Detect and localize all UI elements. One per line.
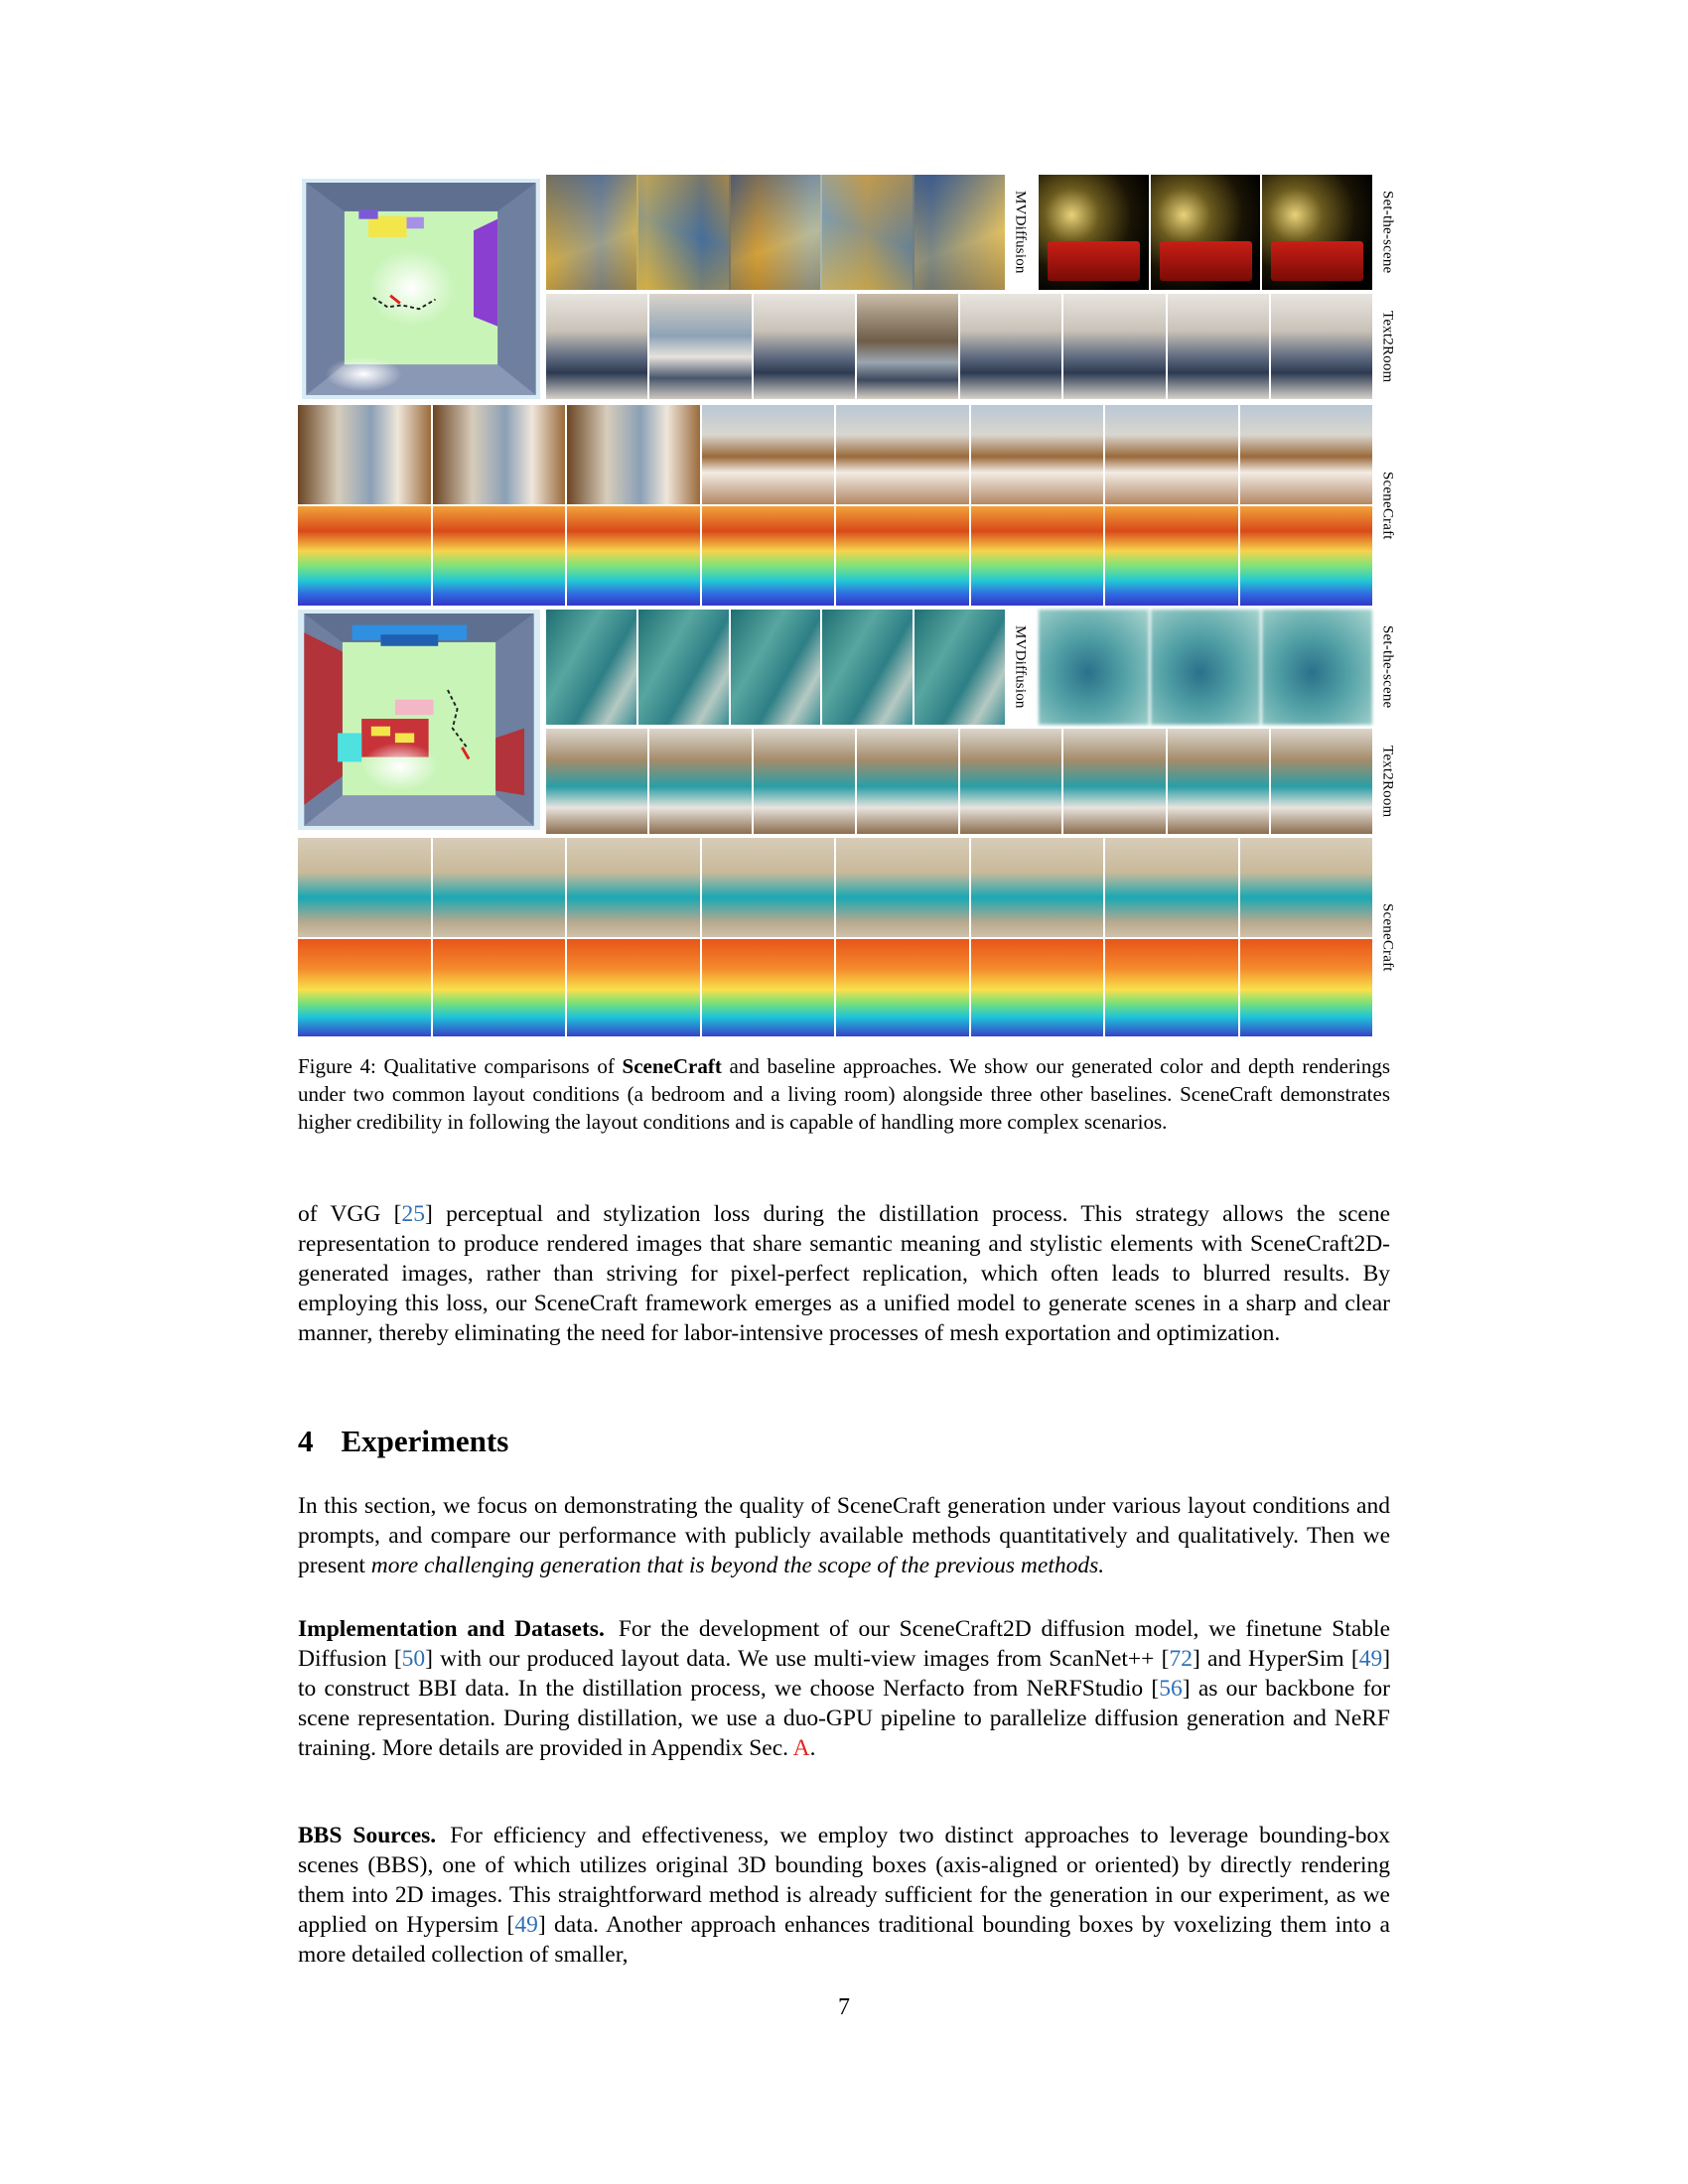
label-text2room-2: Text2Room — [1379, 745, 1396, 818]
label-text2room-1: Text2Room — [1379, 310, 1396, 383]
caption-bold: SceneCraft — [622, 1054, 722, 1078]
figure-4 — [298, 175, 1396, 1038]
paragraph-distillation: of VGG [25] perceptual and stylization loss during the distillation process. This strategy allows the scene representation to produce rendered images that share semantic meaning and stylistic elements with SceneCraft2D-generated images, rather than striving for pixel-perfect replication, which often leads to blurred results. By employing this loss, our SceneCraft framework emerges as a unified model to generate scenes in a sharp and clear manner, thereby eliminating the need for labor-intensive processes of mesh exportation and optimization. — [298, 1201, 1391, 1346]
citation-link[interactable]: 50 — [401, 1646, 426, 1672]
figure-caption — [298, 1052, 1390, 1136]
bedroom-scenecraft-color-strip — [298, 405, 1372, 504]
bedroom-text2room-strip — [546, 294, 1372, 399]
livingroom-text2room-strip — [546, 729, 1372, 834]
appendix-link[interactable]: A — [792, 1735, 810, 1761]
bedroom-scenecraft-depth-strip — [298, 506, 1372, 606]
label-set-the-scene-1: Set-the-scene — [1379, 191, 1396, 274]
citation-link[interactable]: 25 — [401, 1201, 426, 1227]
italic-emphasis: more challenging generation that is beyond the scope of the previous methods. — [370, 1553, 1105, 1578]
livingroom-layout-image — [298, 610, 540, 830]
bedroom-set-the-scene-strip — [1039, 175, 1372, 290]
livingroom-scenecraft-color-strip — [298, 838, 1372, 937]
citation-link[interactable]: 49 — [514, 1912, 538, 1938]
section-title: Experiments — [341, 1424, 509, 1458]
label-mvdiffusion-1: MVDiffusion — [1012, 191, 1029, 274]
citation-link[interactable]: 72 — [1169, 1646, 1193, 1672]
section-number: 4 — [298, 1424, 314, 1458]
paragraph-heading-implementation: Implementation and Datasets. — [298, 1616, 605, 1642]
livingroom-mvdiffusion-strip — [546, 610, 1005, 725]
paragraph-implementation: Implementation and Datasets. For the development of our SceneCraft2D diffusion model, we finetune Stable Diffusion [50] with our produced layout data. We use multi-view images from ScanNet++ [72] and HyperSim [49] to construct BBI data. In the distillation process, we choose Nerfacto from NeRFStudio [56] as our backbone for scene representation. During distillation, we use a duo-GPU pipeline to parallelize diffusion generation and NeRF training. More details are provided in Appendix Sec. A. — [298, 1616, 1391, 1761]
label-set-the-scene-2: Set-the-scene — [1379, 625, 1396, 709]
section-heading-experiments — [298, 1424, 508, 1459]
caption-rest: and baseline approaches. We show our generated color and depth renderings under two common layout conditions (a bedroom and a living room) alongside three other baselines. SceneCraft demonstrates higher credibility in following the layout conditions and is capable of handling more complex scenarios. — [298, 1054, 1391, 1134]
paragraph-bbs-sources: BBS Sources. For efficiency and effectiveness, we employ two distinct approaches to leverage bounding-box scenes (BBS), one of which utilizes original 3D bounding boxes (axis-aligned or oriented) by directly rendering them into 2D images. This straightforward method is already sufficient for the generation in our experiment, as we applied on Hypersim [49] data. Another approach enhances traditional bounding boxes by voxelizing them into a more detailed collection of smaller, — [298, 1823, 1390, 1968]
bedroom-layout-render — [306, 183, 536, 395]
label-scenecraft-1: SceneCraft — [1379, 471, 1396, 540]
bedroom-layout-image — [302, 179, 540, 399]
label-scenecraft-2: SceneCraft — [1379, 902, 1396, 972]
paragraph-experiments-intro: In this section, we focus on demonstrating the quality of SceneCraft generation under various layout conditions and prompts, and compare our performance with publicly available methods quantitatively and qualitatively. Then we present more challenging generation that is beyond the scope of the previous methods. — [298, 1493, 1390, 1578]
livingroom-set-the-scene-strip — [1039, 610, 1372, 725]
citation-link[interactable]: 56 — [1159, 1676, 1183, 1702]
livingroom-scenecraft-depth-strip — [298, 939, 1372, 1036]
bedroom-mvdiffusion-strip — [546, 175, 1005, 290]
livingroom-layout-render — [302, 614, 536, 826]
label-mvdiffusion-2: MVDiffusion — [1012, 625, 1029, 709]
caption-prefix: Figure 4: Qualitative comparisons of — [298, 1054, 623, 1078]
citation-link[interactable]: 49 — [1358, 1646, 1383, 1672]
page-number: 7 — [838, 1994, 850, 2020]
paragraph-heading-bbs: BBS Sources. — [298, 1823, 437, 1848]
